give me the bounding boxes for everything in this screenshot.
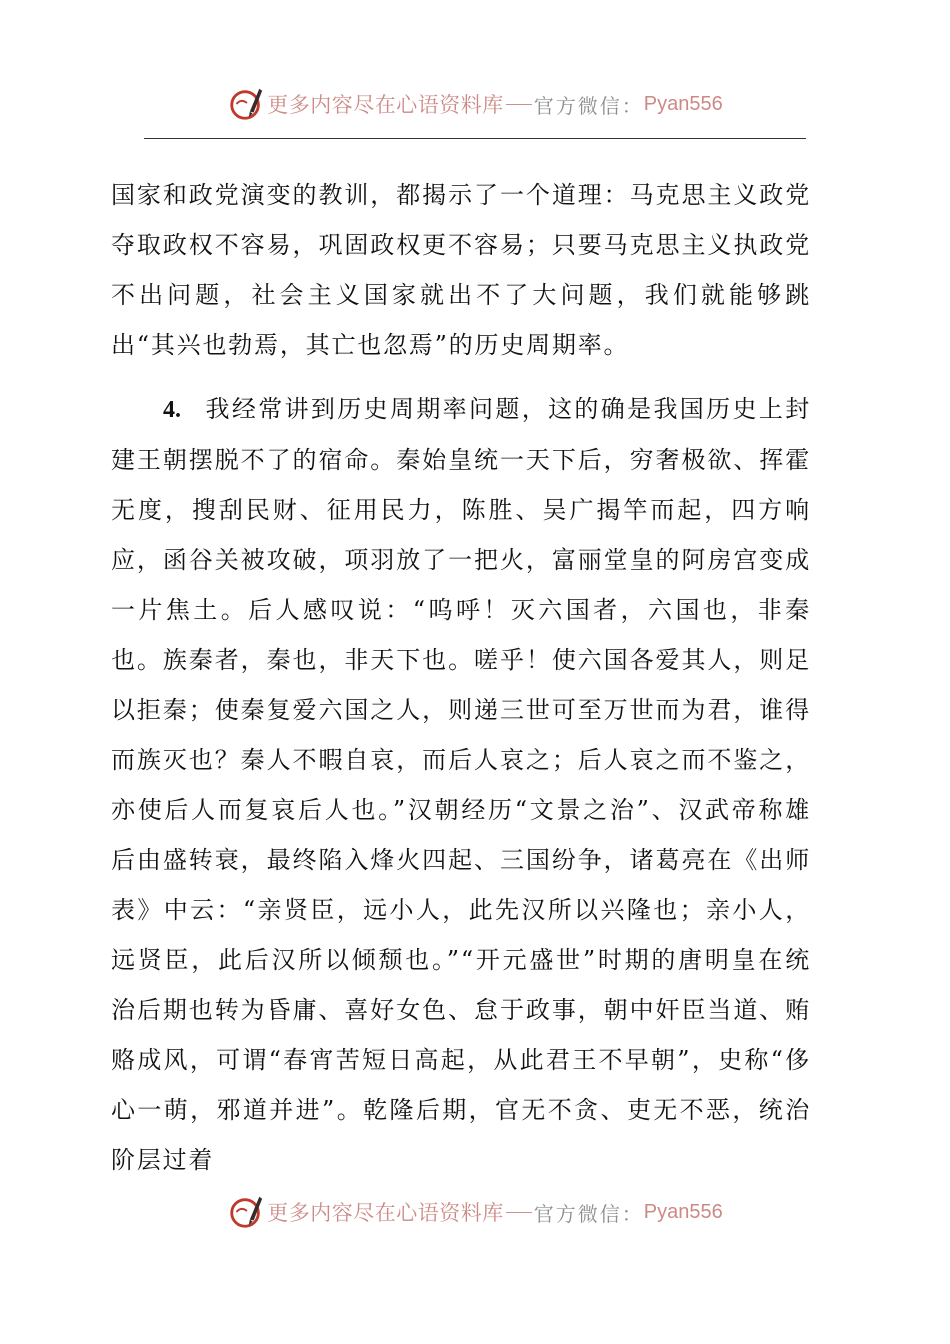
header-rule: [144, 138, 806, 139]
header-banner: [0, 82, 950, 126]
header-wechat-id: Pyan556: [643, 92, 723, 115]
paragraph-number: 4.: [163, 397, 181, 423]
footer-wechat-label: 官方微信：: [533, 1201, 644, 1226]
header-brand-text: 更多内容尽在心语资料库: [267, 93, 504, 117]
footer-banner: [0, 1190, 950, 1234]
quill-pen-seal-icon: [227, 1193, 265, 1231]
paragraph-4-text: 我经常讲到历史周期率问题，这的确是我国历史上封建王朝摆脱不了的宿命。秦始皇统一天下后，穷奢极欲、挥霍无度，搜刮民财、征用民力，陈胜、吴广揭竿而起，四方响应，函谷关被攻破，项羽放了一把火，富丽堂皇的阿房宫变成一片焦土。后人感叹说：“呜呼！灭六国者，六国也，非秦也。族秦者，秦也，非天下也。嗟乎！使六国各爱其人，则足以拒秦；使秦复爱六国之人，则递三世可至万世而为君，谁得而族灭也？秦人不暇自哀，而后人哀之；后人哀之而不鉴之，亦使后人而复哀后人也。”汉朝经历“文景之治”、汉武帝称雄后由盛转衰，最终陷入烽火四起、三国纷争，诸葛亮在《出师表》中云：“亲贤臣，远小人，此先汉所以兴隆也；亲小人，远贤臣，此后汉所以倾颓也。”“开元盛世”时期的唐明皇在统治后期也转为昏庸、喜好女色、怠于政事，朝中奸臣当道、贿赂成风，可谓“春宵苦短日高起，从此君王不早朝”，史称“侈心一萌，邪道并进”。乾隆后期，官无不贪、吏无不恶，统治阶层过着: [111, 395, 811, 1174]
footer-brand-text: 更多内容尽在心语资料库: [267, 1201, 504, 1225]
paragraph-4: [111, 384, 811, 1185]
document-body: [111, 170, 811, 1185]
paragraph-continuation: 国家和政党演变的教训，都揭示了一个道理：马克思主义政党夺取政权不容易，巩固政权更不容易；只要马克思主义执政党不出问题，社会主义国家就出不了大问题，我们就能够跳出“其兴也勃焉，其亡也忽焉”的历史周期率。: [111, 181, 811, 359]
header-dash: [506, 104, 532, 105]
footer-dash: [506, 1212, 532, 1213]
header-wechat-label: 官方微信：: [533, 93, 644, 118]
footer-wechat-id: Pyan556: [643, 1200, 723, 1223]
quill-pen-seal-icon: [227, 85, 265, 123]
